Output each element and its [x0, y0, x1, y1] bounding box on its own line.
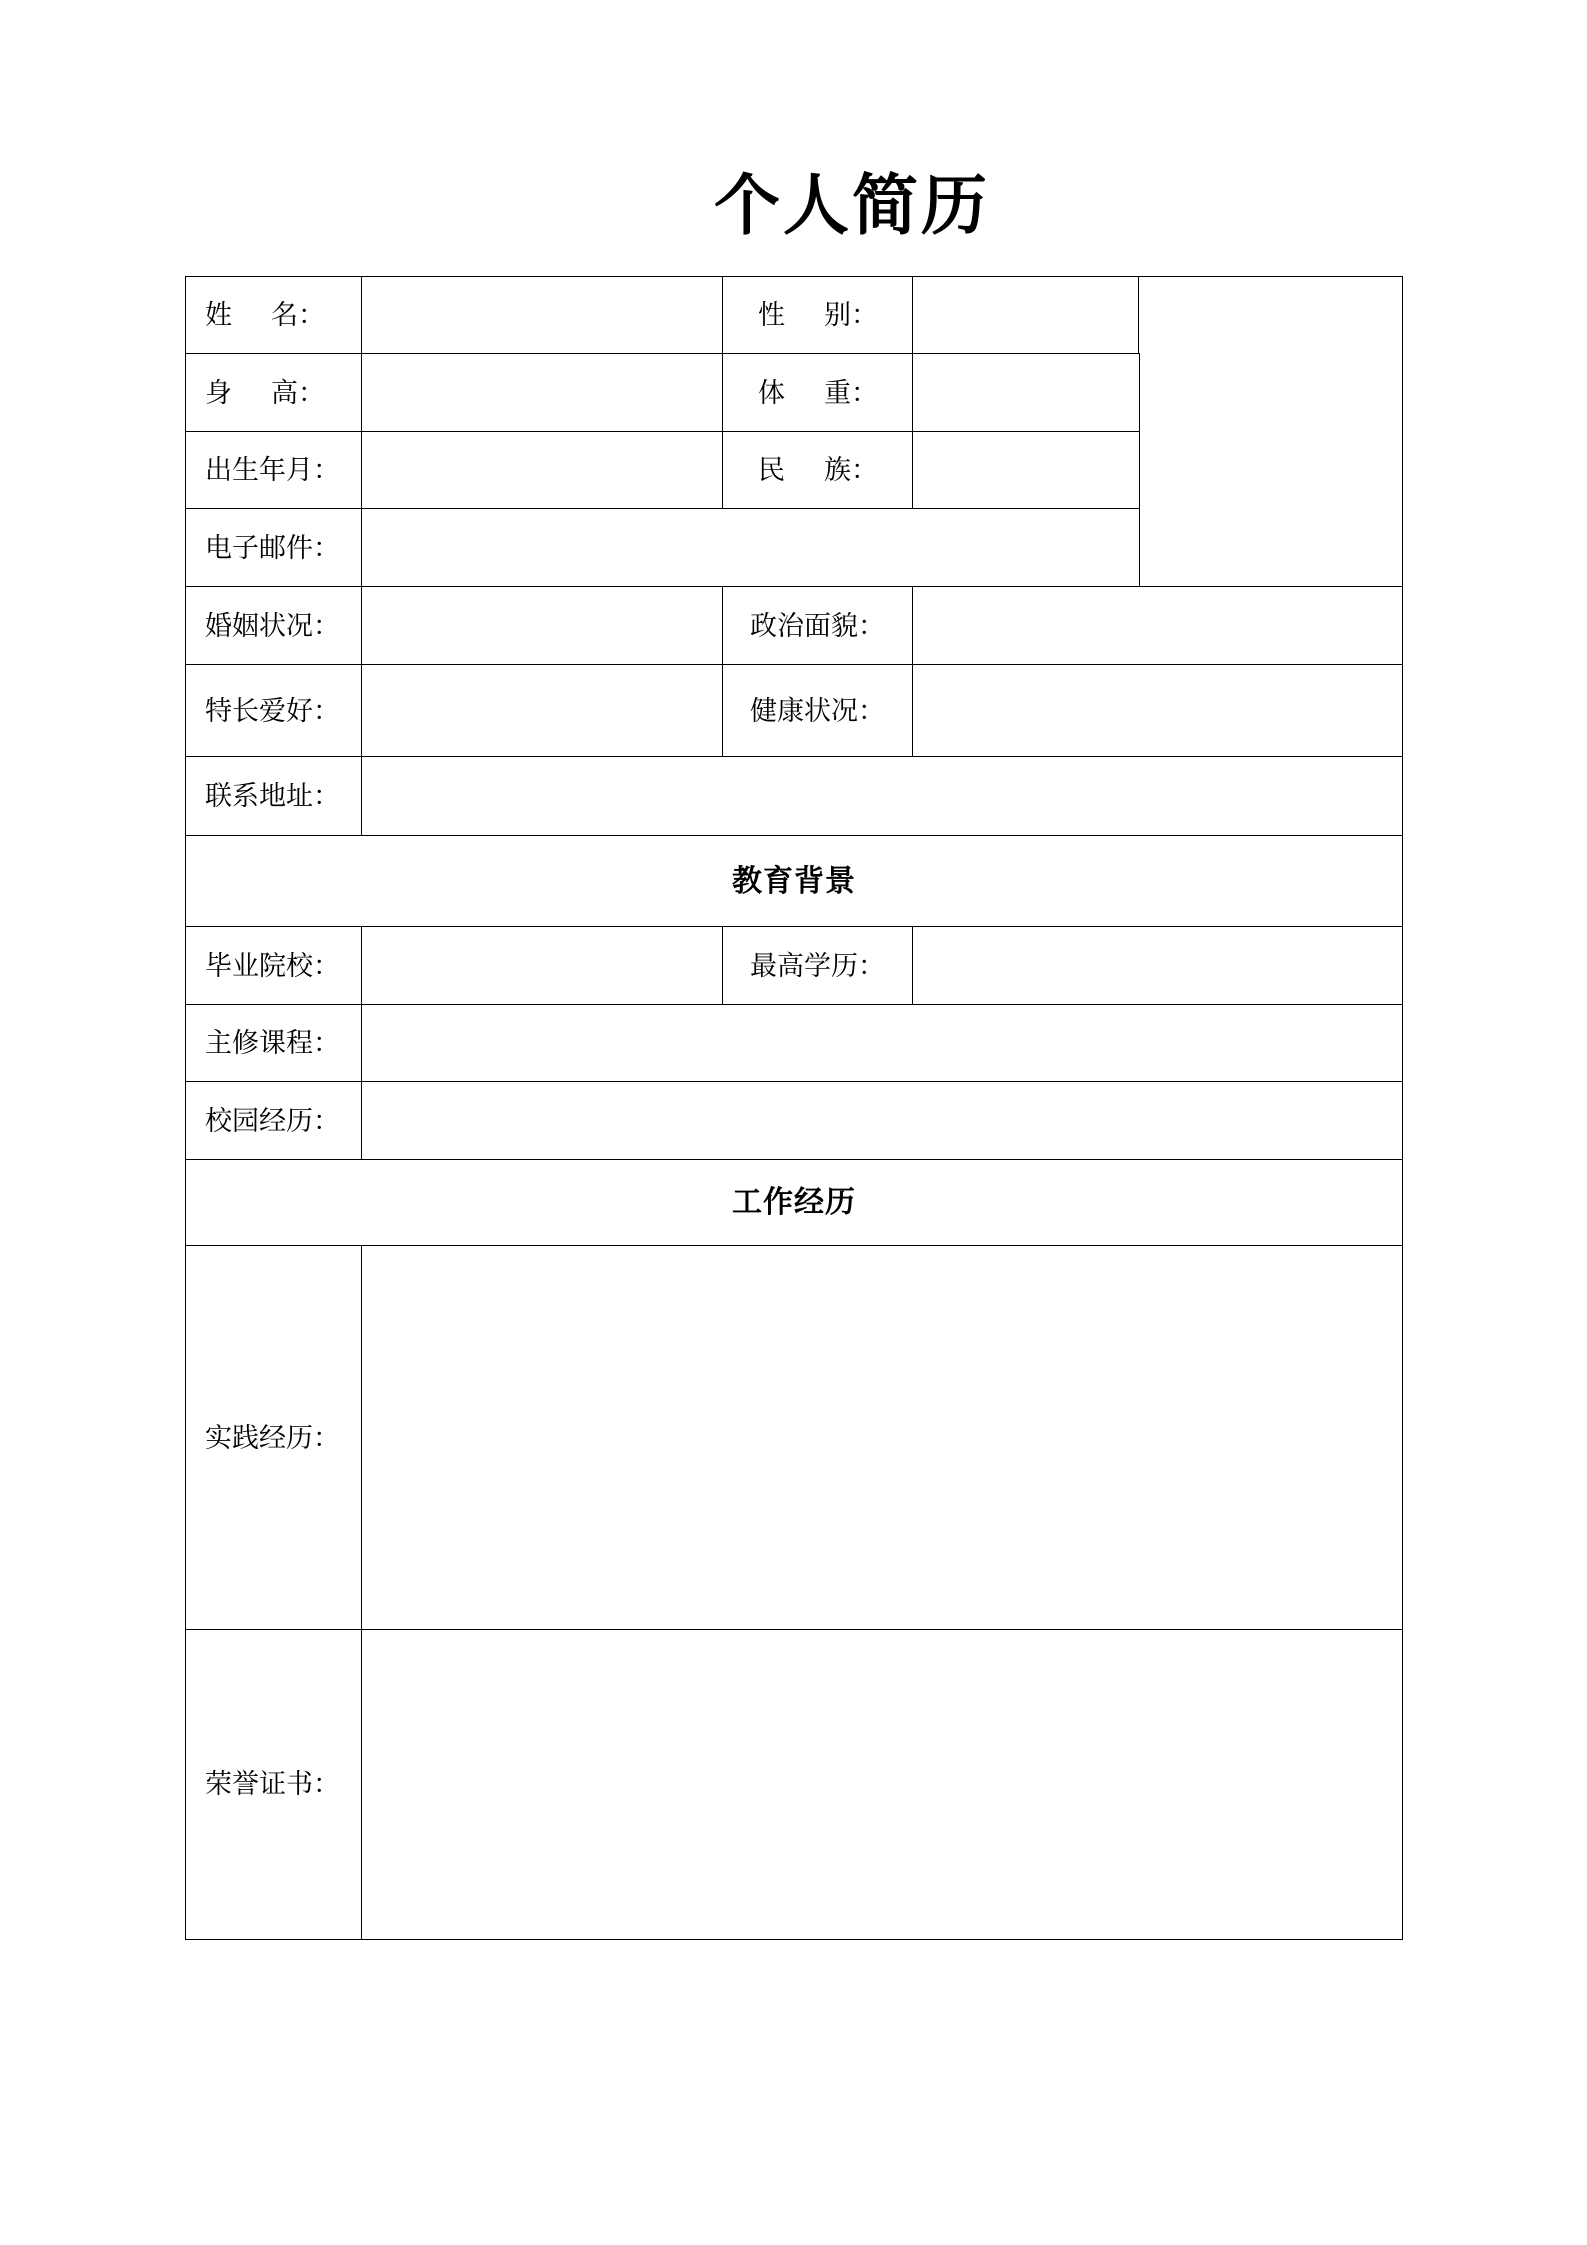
photo-box[interactable]: [1138, 276, 1403, 588]
birth-label-cell: [185, 431, 363, 510]
political-field[interactable]: [912, 586, 1403, 666]
weight-label-cell: [722, 353, 914, 433]
campus-field[interactable]: [361, 1081, 1403, 1161]
political-label-cell: [722, 586, 914, 666]
ethnicity-label-cell: [722, 431, 914, 510]
email-field[interactable]: [361, 508, 1140, 588]
hobbies-label: 特长爱好：: [205, 695, 340, 727]
birth-field[interactable]: [361, 431, 724, 510]
health-field[interactable]: [912, 664, 1403, 758]
gender-label: 性 别：: [758, 300, 878, 331]
name-field[interactable]: [361, 276, 724, 355]
honors-field[interactable]: [361, 1629, 1403, 1940]
height-label: 身 高：: [205, 377, 325, 409]
gender-label-cell: [722, 276, 914, 355]
degree-label-cell: [722, 926, 914, 1006]
campus-label-cell: [185, 1081, 363, 1161]
school-label-cell: [185, 926, 363, 1006]
marital-label: 婚姻状况：: [205, 610, 340, 642]
ethnicity-label: 民 族：: [758, 455, 878, 486]
health-label-cell: [722, 664, 914, 758]
page-title: 个人简历: [714, 166, 990, 244]
address-field[interactable]: [361, 756, 1403, 837]
marital-field[interactable]: [361, 586, 724, 666]
school-field[interactable]: [361, 926, 724, 1006]
political-label: 政治面貌：: [750, 610, 885, 642]
ethnicity-field[interactable]: [912, 431, 1140, 510]
honors-label: 荣誉证书：: [205, 1769, 340, 1800]
honors-label-cell: [185, 1629, 363, 1940]
height-label-cell: [185, 353, 363, 433]
address-label: 联系地址：: [205, 781, 340, 812]
practice-field[interactable]: [361, 1245, 1403, 1631]
birth-label: 出生年月：: [205, 455, 340, 486]
courses-label-cell: [185, 1004, 363, 1083]
gender-field[interactable]: [912, 276, 1140, 355]
weight-field[interactable]: [912, 353, 1140, 433]
work-section-header: 工作经历: [185, 1159, 1403, 1247]
email-label-cell: [185, 508, 363, 588]
marital-label-cell: [185, 586, 363, 666]
practice-label-cell: [185, 1245, 363, 1631]
degree-field[interactable]: [912, 926, 1403, 1006]
hobbies-label-cell: [185, 664, 363, 758]
height-field[interactable]: [361, 353, 724, 433]
address-label-cell: [185, 756, 363, 837]
school-label: 毕业院校：: [205, 950, 340, 982]
health-label: 健康状况：: [750, 695, 885, 727]
education-section-header: 教育背景: [185, 835, 1403, 928]
name-label: 姓 名：: [205, 300, 325, 331]
hobbies-field[interactable]: [361, 664, 724, 758]
degree-label: 最高学历：: [750, 950, 885, 982]
courses-label: 主修课程：: [205, 1028, 340, 1059]
practice-label: 实践经历：: [205, 1422, 340, 1454]
name-label-cell: [185, 276, 363, 355]
weight-label: 体 重：: [758, 377, 878, 409]
email-label: 电子邮件：: [205, 532, 340, 564]
campus-label: 校园经历：: [205, 1105, 340, 1137]
courses-field[interactable]: [361, 1004, 1403, 1083]
